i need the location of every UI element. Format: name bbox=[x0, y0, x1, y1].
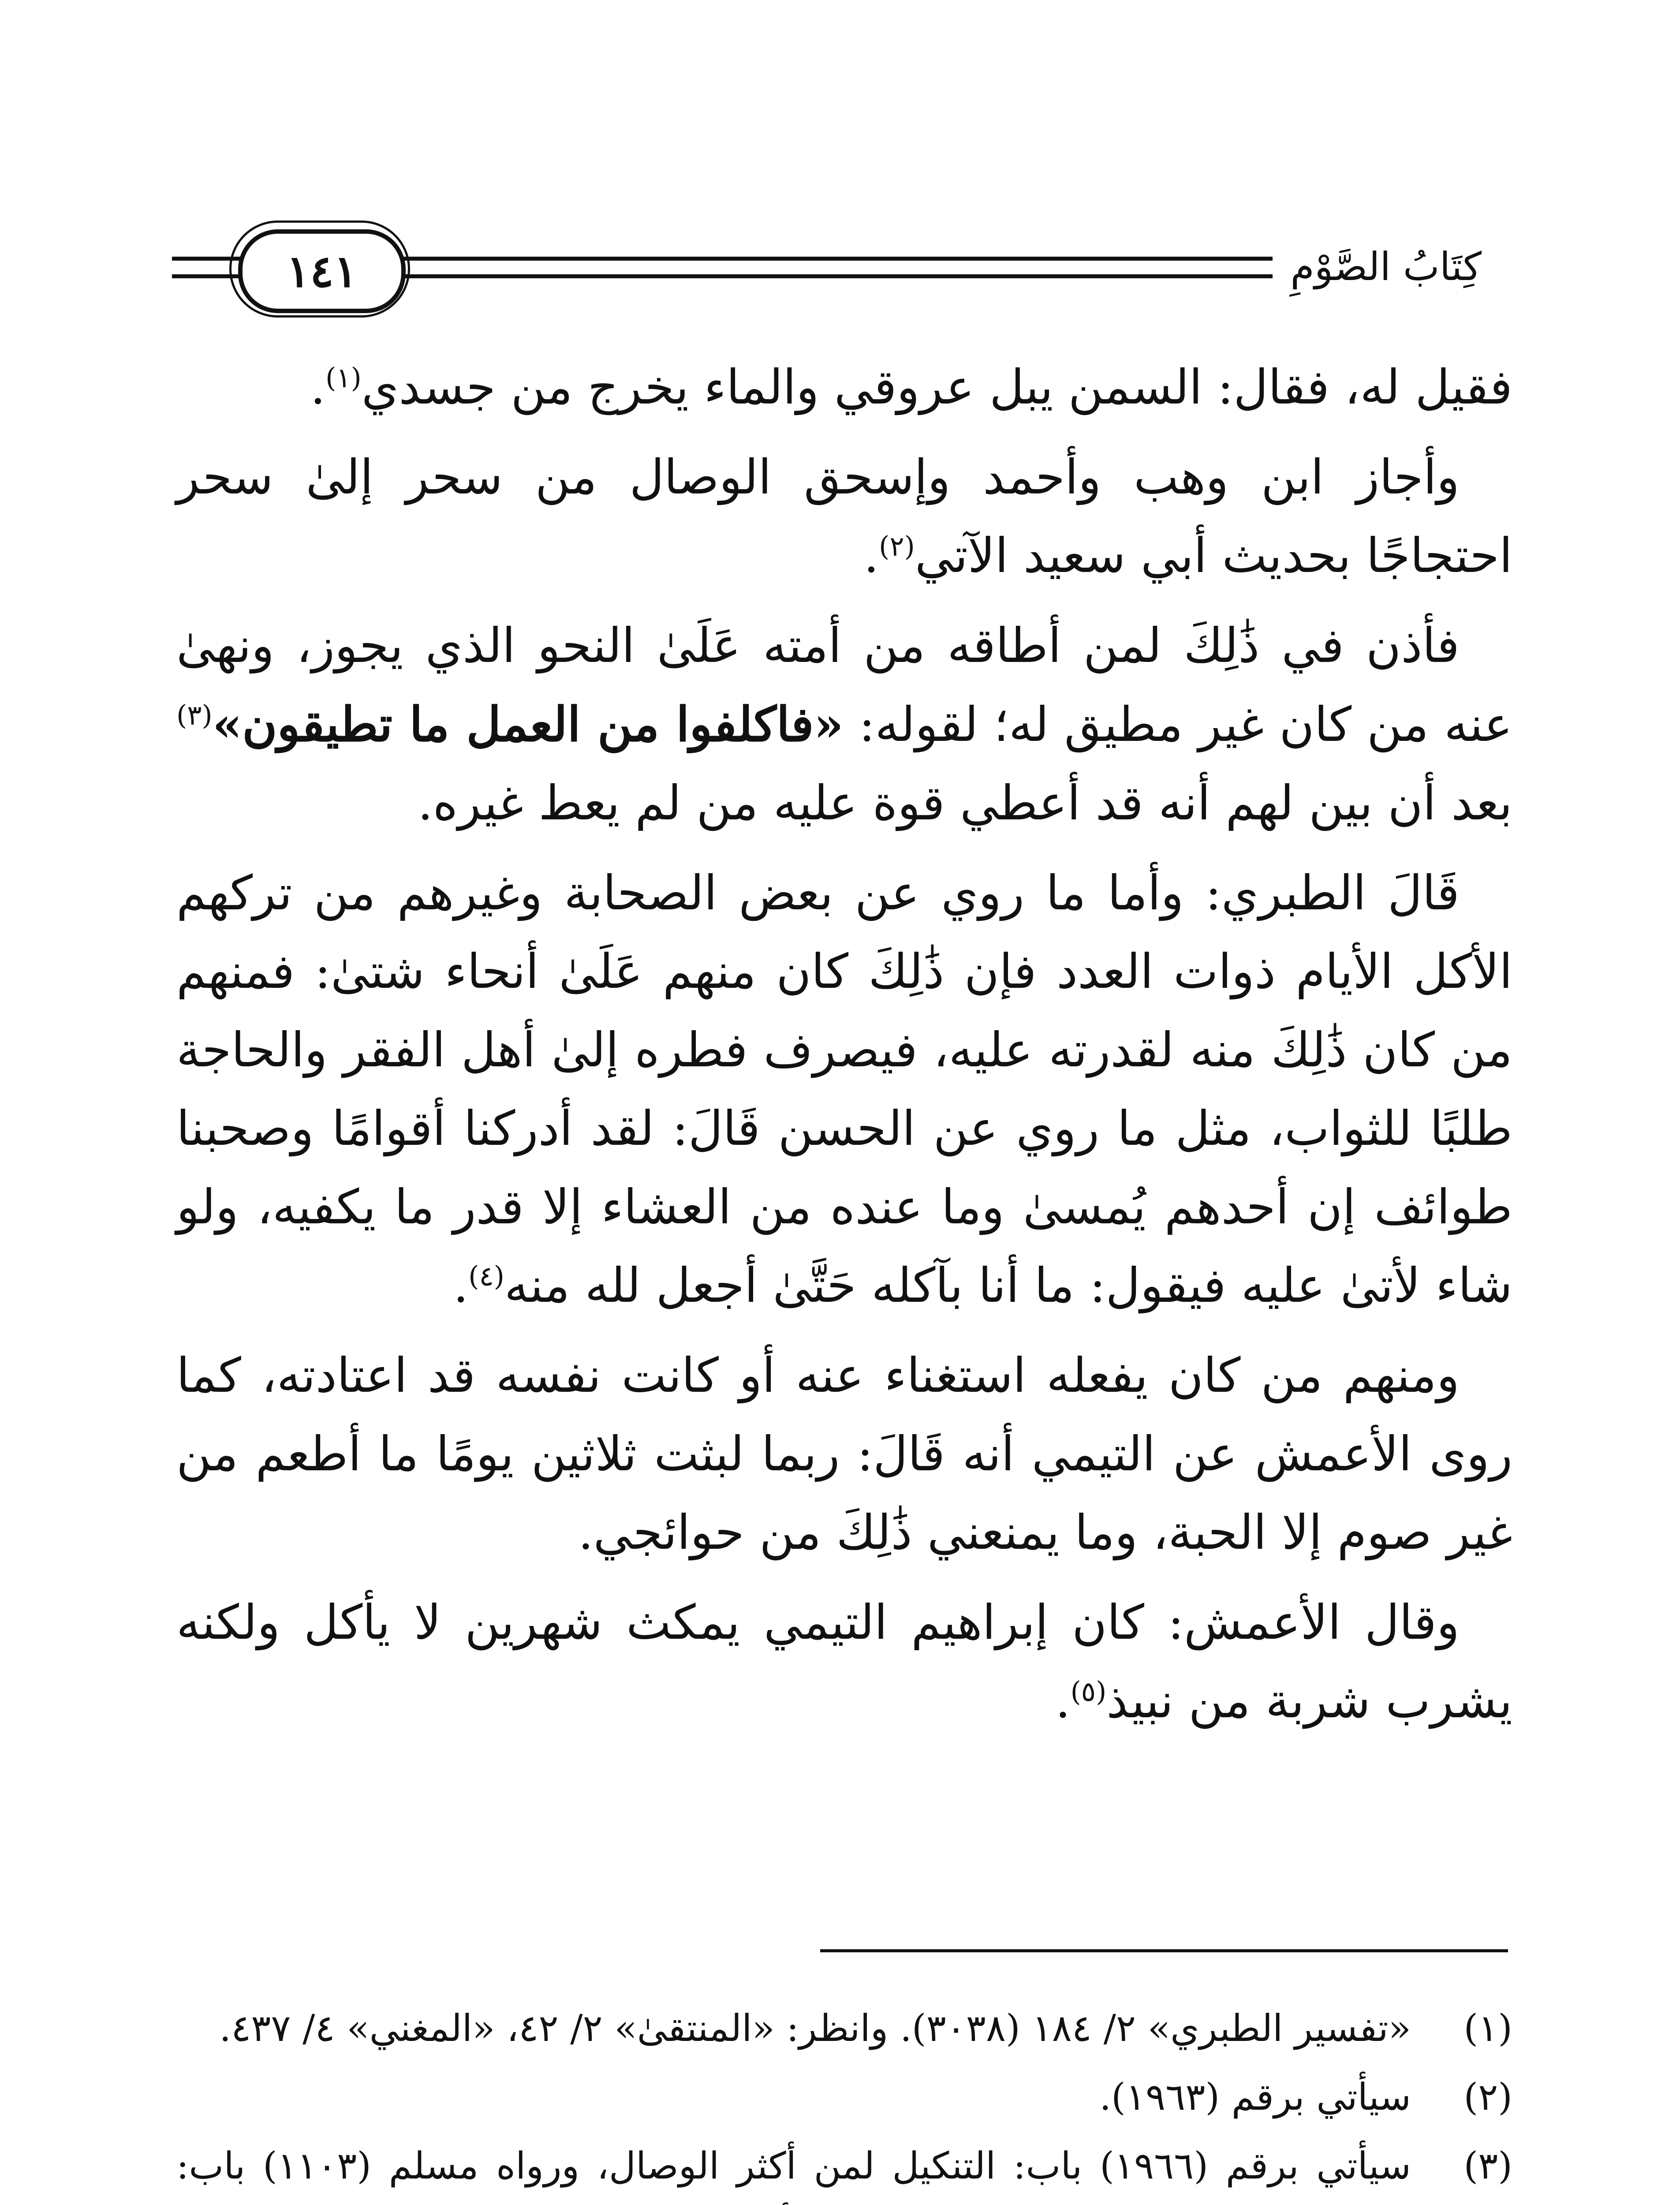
footnote-number: (٣) bbox=[1463, 2144, 1512, 2187]
footnote-number: (١) bbox=[1463, 2007, 1512, 2050]
footnote-text: سيأتي برقم (١٩٦٦) باب: التنكيل لمن أكثر الوصال، ورواه مسلم (١١٠٣) باب: bbox=[176, 2144, 1411, 2187]
paragraph-text: وأجاز ابن وهب وأحمد وإسحق الوصال من سحر إلىٰ سحر احتجاجًا بحديث أبي سعيد الآتي bbox=[176, 450, 1512, 583]
footnote-text: سيأتي برقم (١٩٦٣). bbox=[1099, 2075, 1411, 2119]
footnote-marker[interactable]: (٤) bbox=[468, 1260, 504, 1292]
page-number: ١٤١ bbox=[238, 229, 406, 313]
paragraph-6 bbox=[176, 1584, 1512, 1741]
footnotes bbox=[176, 1998, 1512, 2205]
paragraph-5 bbox=[176, 1337, 1512, 1572]
footnote-separator bbox=[820, 1949, 1508, 1952]
paragraph-text: فقيل له، فقال: السمن يبل عروقي والماء يخرج من جسدي bbox=[361, 360, 1512, 415]
footnote-text: «تفسير الطبري» ٢/ ١٨٤ (٣٠٣٨). وانظر: «المنتقىٰ» ٢/ ٤٢، «المغني» ٤/ ٤٣٧. bbox=[219, 2007, 1411, 2050]
paragraph-text: وقال الأعمش: كان إبراهيم التيمي يمكث شهرين لا يأكل ولكنه يشرب شربة من نبيذ bbox=[176, 1595, 1512, 1729]
footnote-marker[interactable]: (٢) bbox=[879, 530, 915, 562]
paragraph-text: قَالَ الطبري: وأما ما روي عن بعض الصحابة وغيرهم من تركهم الأكل الأيام ذوات العدد فإن ذَٰلِكَ كان منهم عَلَىٰ أنحاء شتىٰ: فمنهم من كان ذَٰلِكَ منه لقدرته عليه، فيصرف فطره إلىٰ أهل الفقر والحاجة طلبًا للثواب، مثل ما روي عن الحسن قَالَ: لقد أدركنا أقوامًا وصحبنا طوائف إن أحدهم يُمسىٰ وما عنده من العشاء إلا قدر ما يكفيه، ولو شاء لأتىٰ عليه فيقول: ما أنا بآكله حَتَّىٰ أجعل لله منه bbox=[176, 866, 1512, 1313]
footnote-marker[interactable]: (٣) bbox=[176, 699, 213, 731]
paragraph-3 bbox=[176, 607, 1512, 843]
punctuation: . bbox=[1055, 1674, 1071, 1729]
footnote-marker[interactable]: (٥) bbox=[1070, 1675, 1107, 1708]
hadith-quote: «فاكلفوا من العمل ما تطيقون» bbox=[212, 697, 844, 752]
punctuation: . bbox=[310, 360, 326, 415]
running-header bbox=[172, 229, 1490, 309]
paragraph-text: ومنهم من كان يفعله استغناء عنه أو كانت نفسه قد اعتادته، كما روى الأعمش عن التيمي أنه قَالَ: ربما لبثت ثلاثين يومًا ما أطعم من غير صوم إلا الحبة، وما يمنعني ذَٰلِكَ من حوائجي. bbox=[176, 1348, 1512, 1560]
punctuation: . bbox=[863, 528, 879, 583]
paragraph-4 bbox=[176, 854, 1512, 1325]
footnote-number: (٢) bbox=[1463, 2075, 1512, 2119]
paragraph-text: بعد أن بين لهم أنه قد أعطي قوة عليه من لم يعط غيره. bbox=[418, 776, 1512, 831]
main-text bbox=[176, 348, 1512, 1752]
footnote-item bbox=[176, 2067, 1512, 2127]
book-title: كِتَابُ الصَّوْمِ bbox=[1273, 234, 1490, 300]
footnote-item bbox=[176, 1998, 1512, 2059]
punctuation: . bbox=[453, 1258, 469, 1313]
paragraph-2 bbox=[176, 438, 1512, 595]
paragraph-1 bbox=[176, 348, 1512, 427]
paragraph-text: فأذن في ذَٰلِكَ لمن أطاقه من أمته عَلَىٰ النحو الذي يجوز، ونهىٰ عنه من كان غير مطيق له؛ لقوله: bbox=[176, 618, 1513, 752]
footnote-marker[interactable]: (١) bbox=[325, 362, 362, 394]
footnote-item bbox=[176, 2135, 1512, 2205]
